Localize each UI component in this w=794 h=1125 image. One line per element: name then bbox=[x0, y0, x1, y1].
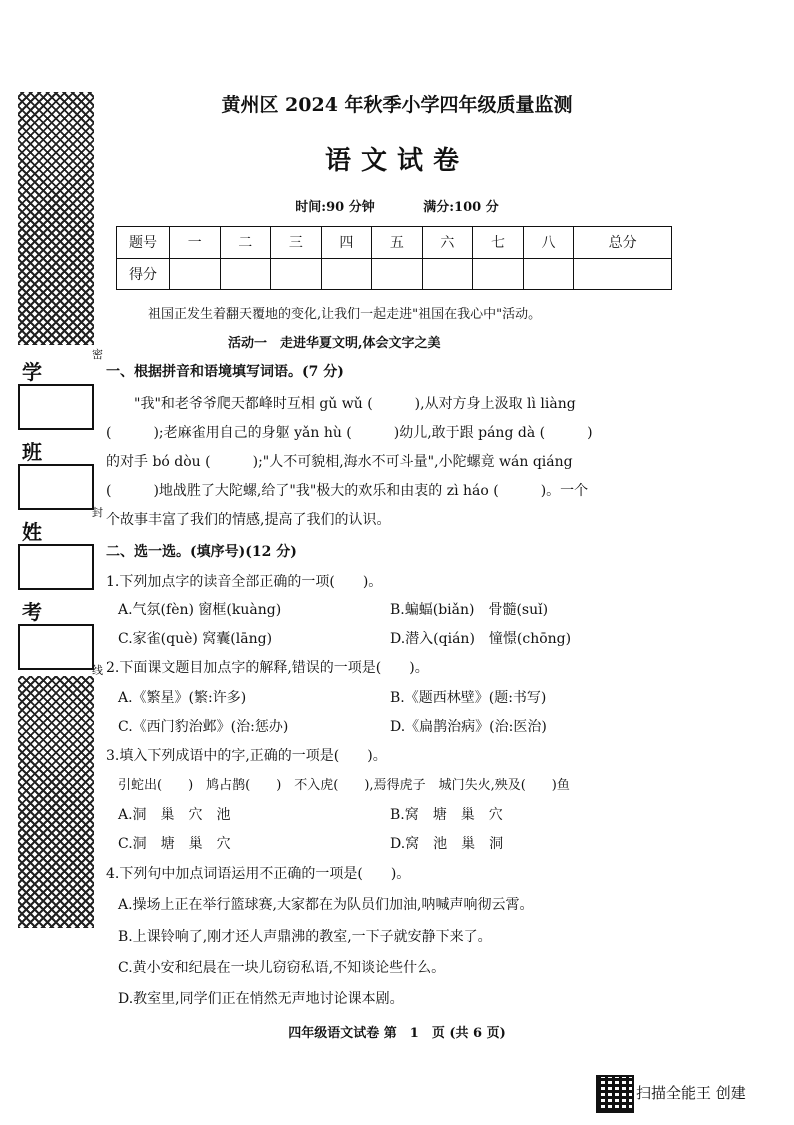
score-table bbox=[116, 226, 672, 290]
score-row-label: 得分 bbox=[117, 258, 170, 290]
q4-option-d[interactable]: D.教室里,同学们正在悄然无声地讨论课本剧。 bbox=[118, 991, 404, 1007]
score-cell: 七 bbox=[473, 227, 524, 259]
score-input-cell[interactable] bbox=[574, 258, 672, 290]
q3-blanks: 引蛇出( ) 鸠占鹊( ) 不入虎( ),焉得虎子 城门失火,殃及( )鱼 bbox=[118, 778, 570, 793]
seal-feng-mark: 封 bbox=[92, 506, 103, 519]
time-info: 时间:90 分钟 bbox=[295, 200, 375, 215]
score-table-score-row bbox=[117, 258, 672, 290]
exam-title: 黄州区 2024 年秋季小学四年级质量监测 bbox=[221, 94, 573, 116]
qr-code-icon bbox=[596, 1075, 634, 1113]
q4-option-c[interactable]: C.黄小安和纪晨在一块儿窃窃私语,不知谈论些什么。 bbox=[118, 960, 446, 976]
score-cell: 五 bbox=[372, 227, 423, 259]
q3-option-b[interactable]: B.窝 塘 巢 穴 bbox=[390, 807, 503, 823]
score-input-cell[interactable] bbox=[422, 258, 473, 290]
full-score-info: 满分:100 分 bbox=[423, 200, 499, 215]
section1-line: ( );老麻雀用自己的身躯 yǎn hù ( )幼儿,敢于跟 páng dà ( ) bbox=[106, 425, 593, 441]
section2-heading: 二、选一选。(填序号)(12 分) bbox=[106, 544, 297, 560]
q2-option-a[interactable]: A.《繁星》(繁:许多) bbox=[118, 690, 247, 706]
q1-option-d[interactable]: D.潜入(qián) 憧憬(chōng) bbox=[390, 631, 572, 647]
class-label: 班 bbox=[22, 440, 64, 464]
score-cell: 六 bbox=[422, 227, 473, 259]
q2-option-d[interactable]: D.《扁鹊治病》(治:医治) bbox=[390, 719, 547, 735]
score-cell: 二 bbox=[220, 227, 271, 259]
score-input-cell[interactable] bbox=[321, 258, 372, 290]
score-cell: 一 bbox=[170, 227, 221, 259]
seal-mi-mark: 密 bbox=[92, 348, 103, 361]
q1-option-a[interactable]: A.气氛(fèn) 窗框(kuàng) bbox=[118, 602, 282, 618]
binding-pattern-bottom bbox=[18, 676, 94, 928]
section1-line: ( )地战胜了大陀螺,给了"我"极大的欢乐和由衷的 zì háo ( )。一个 bbox=[106, 483, 589, 499]
q2-option-b[interactable]: B.《题西林壁》(题:书写) bbox=[390, 690, 547, 706]
exam-no-label: 考 bbox=[22, 600, 64, 624]
score-input-cell[interactable] bbox=[372, 258, 423, 290]
class-box[interactable] bbox=[18, 464, 94, 510]
q2-option-c[interactable]: C.《西门豹治邺》(治:惩办) bbox=[118, 719, 289, 735]
exam-meta bbox=[0, 196, 794, 215]
q3-option-a[interactable]: A.洞 巢 穴 池 bbox=[118, 807, 231, 823]
score-cell: 八 bbox=[523, 227, 574, 259]
q4-option-b[interactable]: B.上课铃响了,刚才还人声鼎沸的教室,一下子就安静下来了。 bbox=[118, 929, 492, 945]
score-cell: 题号 bbox=[117, 227, 170, 259]
score-input-cell[interactable] bbox=[473, 258, 524, 290]
section1-line: "我"和老爷爷爬天都峰时互相 gǔ wǔ ( ),从对方身上汲取 lì liàng bbox=[134, 396, 576, 412]
score-input-cell[interactable] bbox=[523, 258, 574, 290]
school-box[interactable] bbox=[18, 384, 94, 430]
q4-option-a[interactable]: A.操场上正在举行篮球赛,大家都在为队员们加油,呐喊声响彻云霄。 bbox=[118, 897, 534, 913]
question-1-stem: 1.下列加点字的读音全部正确的一项( )。 bbox=[106, 574, 383, 590]
section1-line: 个故事丰富了我们的情感,提高了我们的认识。 bbox=[106, 512, 391, 528]
page-footer: 四年级语文试卷 第 1 页 (共 6 页) bbox=[288, 1026, 506, 1041]
q3-option-d[interactable]: D.窝 池 巢 洞 bbox=[390, 836, 504, 852]
score-input-cell[interactable] bbox=[170, 258, 221, 290]
question-3-stem: 3.填入下列成语中的字,正确的一项是( )。 bbox=[106, 748, 387, 764]
name-label: 姓 bbox=[22, 520, 64, 544]
section1-heading: 一、根据拼音和语境填写词语。(7 分) bbox=[106, 364, 344, 380]
binding-pattern-top bbox=[18, 92, 94, 345]
activity-heading: 活动一 走进华夏文明,体会文字之美 bbox=[228, 336, 441, 351]
score-cell: 四 bbox=[321, 227, 372, 259]
score-input-cell[interactable] bbox=[220, 258, 271, 290]
intro-text: 祖国正发生着翻天覆地的变化,让我们一起走进"祖国在我心中"活动。 bbox=[148, 307, 542, 322]
score-cell: 三 bbox=[271, 227, 322, 259]
score-cell: 总分 bbox=[574, 227, 672, 259]
school-label: 学 bbox=[22, 360, 64, 384]
seal-xian-mark: 线 bbox=[92, 664, 103, 677]
scanner-watermark: 扫描全能王 创建 bbox=[636, 1084, 746, 1102]
paper-title: 语文试卷 bbox=[324, 146, 469, 176]
q3-option-c[interactable]: C.洞 塘 巢 穴 bbox=[118, 836, 231, 852]
q1-option-b[interactable]: B.蝙蝠(biǎn) 骨髓(suǐ) bbox=[390, 602, 549, 618]
q1-option-c[interactable]: C.家雀(què) 窝囊(lāng) bbox=[118, 631, 273, 647]
question-4-stem: 4.下列句中加点词语运用不正确的一项是( )。 bbox=[106, 866, 411, 882]
section1-line: 的对手 bó dòu ( );"人不可貌相,海水不可斗量",小陀螺竟 wán qiáng bbox=[106, 454, 573, 470]
score-table-header-row bbox=[117, 227, 672, 259]
question-2-stem: 2.下面课文题目加点字的解释,错误的一项是( )。 bbox=[106, 660, 429, 676]
name-box[interactable] bbox=[18, 544, 94, 590]
score-input-cell[interactable] bbox=[271, 258, 322, 290]
exam-no-box[interactable] bbox=[18, 624, 94, 670]
